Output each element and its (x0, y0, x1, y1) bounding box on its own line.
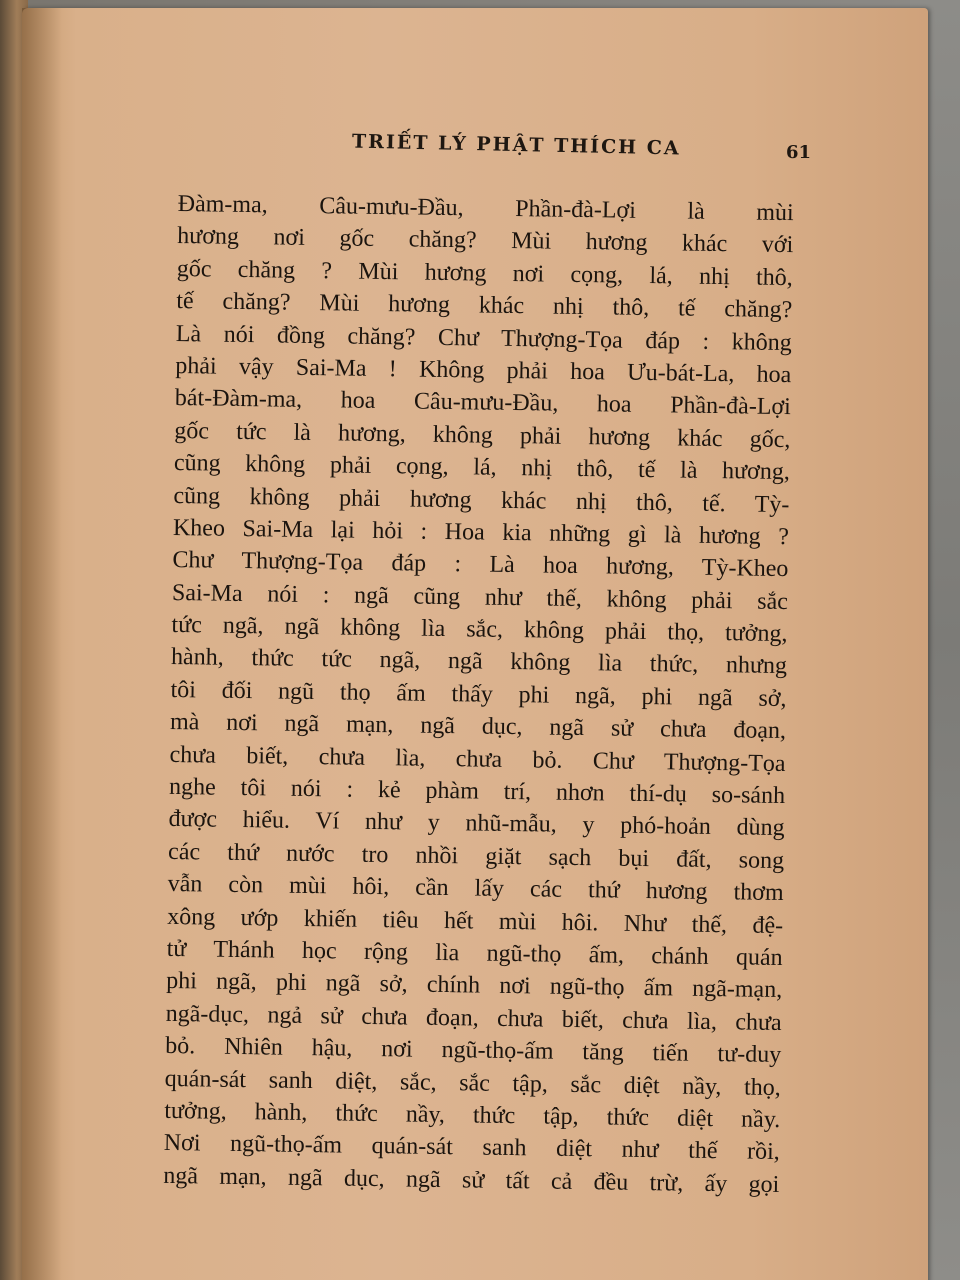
text-line: quán-sát sanh diệt, sắc, sắc tập, sắc diệt nầy, thọ, (164, 1065, 781, 1101)
text-line: xông ướp khiến tiêu hết mùi hôi. Như thế, đệ- (166, 903, 784, 939)
text-line: gốc tức là hương, không phải hương khác gốc, (174, 417, 791, 453)
text-line: Kheo Sai-Ma lại hỏi : Hoa kia những gì là hương ? (172, 514, 790, 551)
text-line: tử Thánh học rộng lìa ngũ-thọ ấm, chánh quán (166, 935, 783, 972)
text-line: mà nơi ngã mạn, ngã dục, ngã sử chưa đoạn, (169, 709, 787, 745)
text-line: hương nơi gốc chăng? Mùi hương khác với (177, 223, 794, 259)
text-line: tưởng, hành, thức nầy, thức tập, thức diệt nầy. (164, 1097, 781, 1133)
text-line: gốc chăng ? Mùi hương nơi cọng, lá, nhị thô, (176, 255, 793, 291)
text-line: tế chăng? Mùi hương khác nhị thô, tế chăng? (176, 288, 793, 324)
body-text (163, 188, 794, 1201)
text-line: hành, thức tức ngã, ngã không lìa thức, nhưng (170, 644, 788, 680)
text-line: ngã mạn, ngã dục, ngã sử tất cả đều trừ, ấy gọi (163, 1162, 780, 1198)
gutter-shadow (22, 8, 62, 1280)
text-line: chưa biết, chưa lìa, chưa bỏ. Chư Thượng-Tọa (169, 741, 786, 777)
text-line: tôi đối ngũ thọ ấm thấy phi ngã, phi ngã sở, (170, 676, 787, 712)
text-line: ngã-dục, ngả sử chưa đoạn, chưa biết, chưa lìa, chưa (165, 1000, 782, 1036)
text-line: được hiểu. Ví như y nhũ-mẫu, y phó-hoản dùng (168, 806, 785, 842)
text-line: phải vậy Sai-Ma ! Không phải hoa Ưu-bát-La, hoa (175, 352, 792, 389)
text-line: tức ngã, ngã không lìa sắc, không phải thọ, tưởng, (171, 612, 788, 648)
text-line: vẫn còn mùi hôi, cần lấy các thứ hương thơm (167, 871, 784, 907)
text-line: Đàm-ma, Câu-mưu-Đầu, Phần-đà-Lợi là mùi (177, 190, 794, 227)
text-line: nghe tôi nói : kẻ phàm trí, nhơn thí-dụ so-sánh (168, 773, 786, 810)
text-line: Sai-Ma nói : ngã cũng như thế, không phải sắc (171, 579, 789, 615)
running-title: TRIẾT LÝ PHẬT THÍCH CA (351, 130, 681, 160)
page-number: 61 (786, 142, 812, 163)
text-line: các thứ nước tro nhồi giặt sạch bụi đất, song (167, 838, 785, 874)
text-line: Là nói đồng chăng? Chư Thượng-Tọa đáp : không (175, 320, 792, 356)
text-line: phi ngã, phi ngã sở, chính nơi ngũ-thọ ấm ngã-mạn, (166, 968, 783, 1004)
text-line: Chư Thượng-Tọa đáp : Là hoa hương, Tỳ-Kheo (172, 547, 789, 583)
page-header (0, 130, 960, 170)
text-line: Nơi ngũ-thọ-ấm quán-sát sanh diệt như thế rồi, (163, 1130, 780, 1166)
text-line: cũng không phải cọng, lá, nhị thô, tế là hương, (173, 450, 791, 486)
text-line: bỏ. Nhiên hậu, nơi ngũ-thọ-ấm tăng tiến tư-duy (165, 1033, 782, 1069)
text-line: cũng không phải hương khác nhị thô, tế. Tỳ- (173, 482, 790, 518)
text-line: bát-Đàm-ma, hoa Câu-mưu-Đầu, hoa Phần-đà-Lợi (174, 385, 792, 421)
